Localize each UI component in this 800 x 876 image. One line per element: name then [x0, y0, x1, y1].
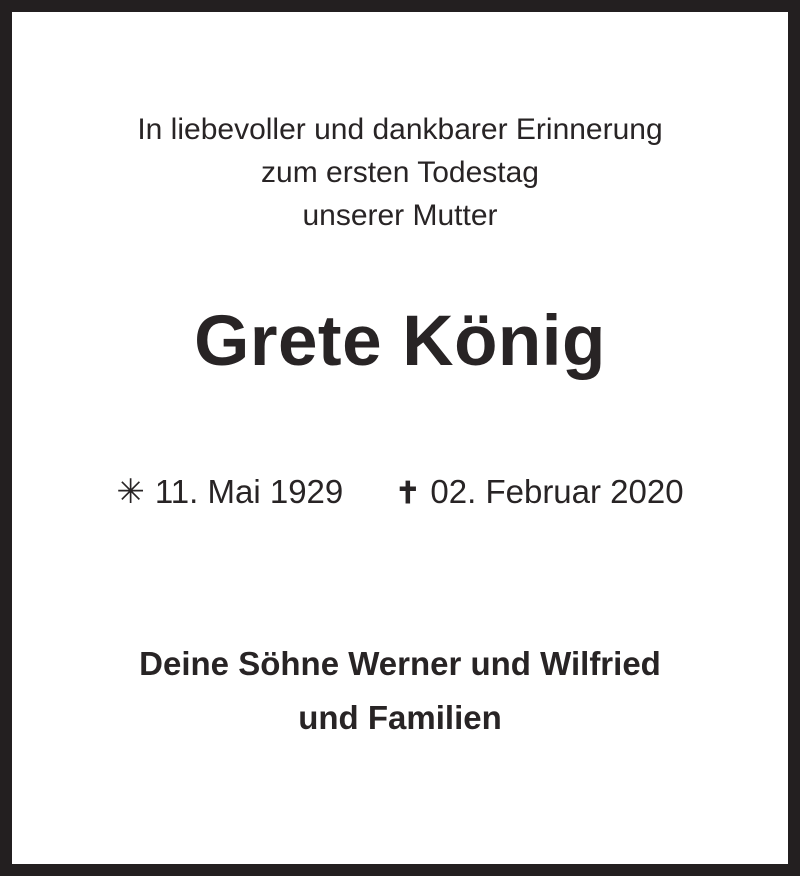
death-date-text: 02. Februar 2020 [430, 473, 684, 510]
birth-date [116, 473, 343, 511]
signature [12, 637, 788, 745]
life-dates [12, 473, 788, 513]
death-date [395, 473, 683, 513]
intro-text [12, 108, 788, 237]
birth-date-text: 11. Mai 1929 [154, 473, 344, 510]
deceased-name: Grete König [194, 302, 606, 381]
signature-line-2: und Familien [298, 699, 502, 736]
death-cross-icon: ✝ [395, 477, 421, 510]
intro-line-3: unserer Mutter [302, 199, 498, 232]
signature-line-1: Deine Söhne Werner und Wilfried [139, 645, 661, 682]
birth-star-icon: ✳ [116, 473, 145, 511]
intro-line-1: In liebevoller und dankbarer Erinnerung [137, 113, 663, 146]
memorial-content [12, 108, 788, 745]
intro-line-2: zum ersten Todestag [261, 156, 539, 189]
